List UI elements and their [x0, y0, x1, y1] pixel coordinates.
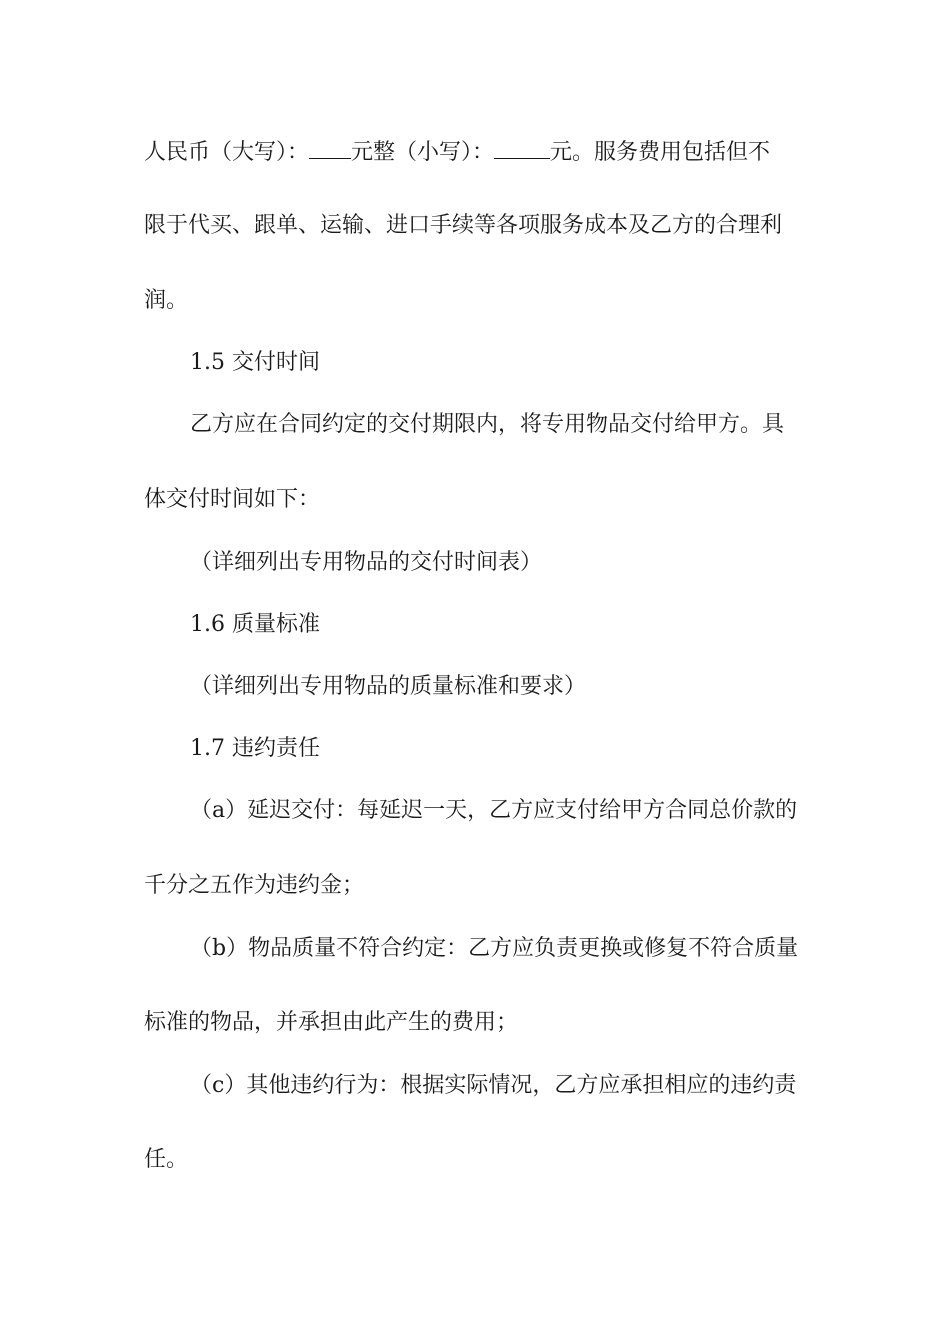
- fee-line-1: [144, 138, 770, 168]
- section-1-6-heading: 1.6 质量标准: [190, 612, 320, 637]
- section-1-5-para-line-1: 乙方应在合同约定的交付期限内，将专用物品交付给甲方。具: [190, 412, 785, 437]
- clause-b-line-2: 标准的物品，并承担由此产生的费用；: [144, 1010, 519, 1035]
- section-1-7-heading: 1.7 违约责任: [190, 736, 320, 761]
- section-1-5-note: （详细列出专用物品的交付时间表）: [190, 550, 543, 575]
- fee-suffix: 元。服务费用包括但不: [550, 140, 771, 165]
- fee-mid: 元整（小写）：: [351, 140, 495, 165]
- clause-b-line-1: （b）物品质量不符合约定：乙方应负责更换或修复不符合质量: [190, 936, 799, 961]
- clause-c-line-2: 任。: [144, 1147, 189, 1172]
- clause-c-line-1: （c）其他违约行为：根据实际情况，乙方应承担相应的违约责: [190, 1073, 797, 1098]
- amount-capital-blank: [309, 140, 351, 159]
- fee-line-3: 润。: [144, 288, 189, 313]
- amount-number-blank: [494, 140, 550, 159]
- clause-a-line-2: 千分之五作为违约金；: [144, 873, 365, 898]
- section-1-5-heading: 1.5 交付时间: [190, 350, 320, 375]
- fee-line-2: 限于代买、跟单、运输、进口手续等各项服务成本及乙方的合理利: [144, 213, 783, 238]
- section-1-5-para-line-2: 体交付时间如下：: [144, 487, 321, 512]
- fee-prefix: 人民币（大写）：: [144, 140, 310, 165]
- section-1-6-note: （详细列出专用物品的质量标准和要求）: [190, 674, 587, 699]
- clause-a-line-1: （a）延迟交付：每延迟一天，乙方应支付给甲方合同总价款的: [190, 798, 798, 823]
